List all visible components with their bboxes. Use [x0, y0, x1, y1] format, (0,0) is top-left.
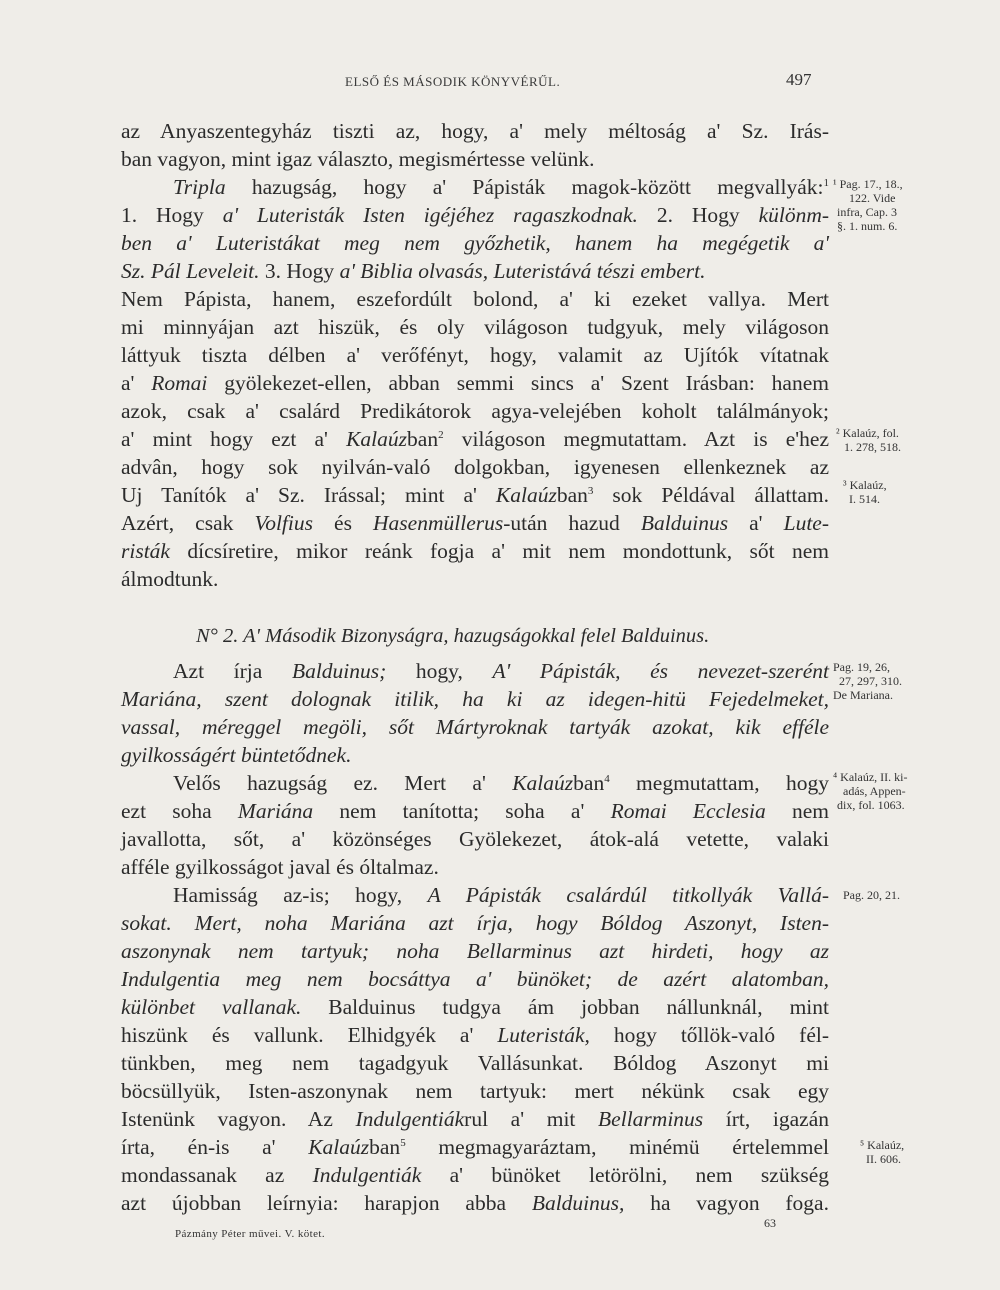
text-line: vassal, méreggel megöli, sőt Mártyroknak tartyák azokat, kik efféle [121, 715, 829, 739]
text-line: álmodtunk. [121, 567, 219, 591]
text-line: ban vagyon, mint igaz választo, megismértesse velünk. [121, 147, 595, 171]
signature-mark: 63 [764, 1216, 776, 1230]
text-line: Indulgentia meg nem bocsáttya a' bünöket; de azért alatomban, [121, 967, 829, 991]
text-line: 1. Hogy a' Luteristák Isten igéjéhez ragaszkodnak. 2. Hogy különm- [121, 203, 830, 227]
text-line: Tripla hazugság, hogy a' Pápisták magok-között megvallyák:$^1$ [173, 175, 829, 199]
text-line: sokat. Mert, noha Mariána azt írja, hogy Bóldog Aszonyt, Isten- [121, 911, 829, 935]
text-line: Uj Tanítók a' Sz. Irással; mint a' Kalaúzban$^3$ sok Példával állattam. [121, 483, 829, 507]
text-line: advân, hogy sok nyilván-való dolgokban, igyenesen ellenkeznek az [121, 455, 829, 479]
text-line: tünkben, meg nem tagadgyuk Vallásunkat. Bóldog Aszonyt mi [121, 1051, 829, 1075]
text-line: mondassanak az Indulgentiák a' bünöket letörölni, nem szükség [121, 1163, 829, 1187]
text-line: a' Romai gyölekezet-ellen, abban semmi sincs a' Szent Irásban: hanem [121, 371, 829, 395]
text-line: Sz. Pál Leveleit. 3. Hogy a' Biblia olvasás, Luteristává tészi embert. [121, 259, 706, 283]
text-line: Nem Pápista, hanem, eszefordúlt bolond, a' ki ezeket vallya. Mert [121, 287, 829, 311]
margin-note: ³ Kalaúz, I. 514. [843, 478, 887, 506]
text-line: ben a' Luteristákat meg nem győzhetik, hanem ha megégetik a' [121, 231, 829, 255]
text-line: gyilkosságért büntetődnek. [121, 743, 352, 767]
text-line: írta, én-is a' Kalaúzban$^5$ megmagyaráztam, minémü értelemmel [121, 1135, 829, 1159]
text-line: hiszünk és vallunk. Elhidgyék a' Luteristák, hogy tőllök-való fél- [121, 1023, 829, 1047]
footer-imprint: Pázmány Péter művei. V. kötet. [175, 1228, 325, 1240]
text-line: Velős hazugság ez. Mert a' Kalaúzban$^4$ megmutattam, hogy [173, 771, 830, 795]
text-line: az Anyaszentegyház tiszti az, hogy, a' mely méltoság a' Sz. Irás- [121, 119, 829, 143]
section-heading: N° 2. A' Második Bizonyságra, hazugságokkal felel Balduinus. [196, 625, 710, 647]
text-line: azt újobban leírnyia: harapjon abba Balduinus, ha vagyon foga. [121, 1191, 829, 1215]
text-line: Istenünk vagyon. Az Indulgentiákrul a' mit Bellarminus írt, igazán [121, 1107, 830, 1131]
text-line: Mariána, szent dolognak itilik, ha ki az idegen-hitü Fejedelmeket, [121, 687, 829, 711]
text-line: javallotta, sőt, a' közönséges Gyölekezet, átok-alá vetette, valaki [121, 827, 829, 851]
margin-note: ⁴ Kalaúz, II. ki- adás, Appen- dix, fol. 1063. [833, 770, 908, 812]
text-line: azok, csak a' csalárd Predikátorok agya-velejében koholt találmányok; [121, 399, 829, 423]
text-line: Azért, csak Volfius és Hasenmüllerus-után hazud Balduinus a' Lute- [121, 511, 829, 535]
text-line: ezt soha Mariána nem tanította; soha a' Romai Ecclesia nem [121, 799, 829, 823]
text-line: afféle gyilkosságot javal és óltalmaz. [121, 855, 439, 879]
text-line: Hamisság az-is; hogy, A Pápisták csalárdúl titkollyák Vallá- [173, 883, 829, 907]
text-line: aszonynak nem tartyuk; noha Bellarminus azt hirdeti, hogy az [121, 939, 829, 963]
margin-note: Pag. 20, 21. [843, 888, 900, 902]
margin-note: Pag. 19, 26, 27, 297, 310. De Mariana. [833, 660, 902, 702]
margin-note: ² Kalaúz, fol. 1. 278, 518. [836, 426, 901, 454]
text-line: a' mint hogy ezt a' Kalaúzban$^2$ világoson megmutattam. Azt is e'hez [121, 427, 830, 451]
text-line: különbet vallanak. Balduinus tudgya ám jobban nállunknál, mint [121, 995, 829, 1019]
margin-note: ⁵ Kalaúz, II. 606. [860, 1138, 905, 1166]
running-head: ELSŐ ÉS MÁSODIK KÖNYVÉRŰL. [345, 74, 561, 89]
text-line: láttyuk tiszta délben a' verőfényt, hogy, valamit az Ujítók vítatnak [121, 343, 829, 367]
text-line: risták dícsíretire, mikor reánk fogja a' mit nem mondottunk, sőt nem [121, 539, 829, 563]
text-line: böcsüllyük, Isten-aszonynak nem tartyuk: mert nékünk csak egy [121, 1079, 829, 1103]
text-line: mi minnyájan azt hiszük, és oly világoson tudgyuk, mely világoson [121, 315, 829, 339]
page-number: 497 [786, 70, 812, 89]
margin-note: ¹ Pag. 17., 18., 122. Vide infra, Cap. 3 §. 1. num. 6. [833, 177, 903, 233]
text-line: Azt írja Balduinus; hogy, A' Pápisták, és nevezet-szerént [173, 659, 829, 683]
